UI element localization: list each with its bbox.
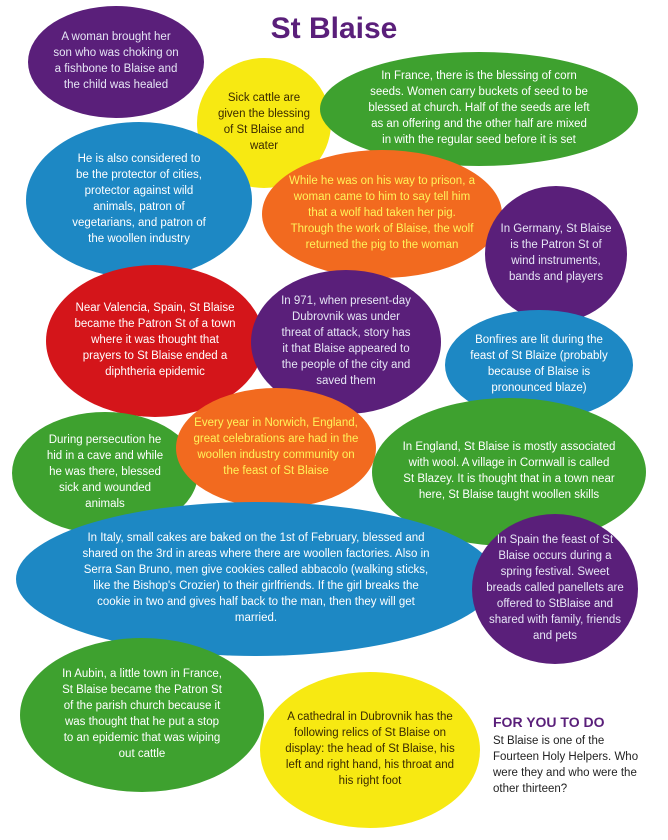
bubble-italy-cakes <box>16 502 496 656</box>
bubble-text: In Germany, St Blaise is the Patron St of wind instruments, bands and players <box>500 223 612 283</box>
bubble-text: Every year in Norwich, England, great celebrations are had in the woollen industry community on the feast of St Blaise <box>193 417 359 477</box>
bubble-text: In Italy, small cakes are baked on the 1st of February, blessed and shared on the 3rd in areas where there are woollen factories. Also in Serra San Bruno, men give cookies called abbacolo (walking sticks, like the Bishop's Crozier) to their girlfriends. If the girl breaks the cookie in two and gives half back to the man, then they will get married. <box>82 532 430 624</box>
bubble-text: In Aubin, a little town in France, St Blaise became the Patron St of the parish church because it was thought that he put a stop to an epidemic that was wiping out cattle <box>62 668 222 760</box>
bubble-protector <box>26 122 252 278</box>
bubble-spain-feast <box>472 514 638 664</box>
bubble-text: During persecution he hid in a cave and while he was there, blessed sick and wounded animals <box>46 434 164 510</box>
todo-box <box>493 714 643 797</box>
bubble-wolf-pig <box>262 150 502 278</box>
bubble-text: In England, St Blaise is mostly associated with wool. A village in Cornwall is called St Blazey. It is thought that in a town near here, St Blaise taught woollen skills <box>402 441 616 501</box>
todo-heading: FOR YOU TO DO <box>493 714 605 730</box>
todo-text: St Blaise is one of the Fourteen Holy Helpers. Who were they and who were the other thirteen? <box>493 735 639 795</box>
bubble-text: While he was on his way to prison, a woman came to him to say tell him that a wolf had taken her pig. Through the work of Blaise, the wolf returned the pig to the woman <box>288 175 475 251</box>
bubble-text: In France, there is the blessing of corn seeds. Women carry buckets of seed to be blessed at church. Half of the seeds are left as an offering and the other half are mixed in with the regular seed before it is set <box>368 70 590 146</box>
bubble-norwich <box>176 388 376 508</box>
bubble-text: In Spain the feast of St Blaise occurs during a spring festival. Sweet breads called panellets are offered to StBlaise and shared with family, friends and pets <box>486 534 624 642</box>
bubble-france-corn <box>320 52 638 166</box>
page-title: St Blaise <box>270 12 398 45</box>
bubble-text: He is also considered to be the protector of cities, protector against wild animals, patron of vegetarians, and patron of the woollen industry <box>72 153 206 245</box>
bubble-relics <box>260 672 480 828</box>
bubble-germany <box>485 186 627 322</box>
bubble-text: Sick cattle are given the blessing of St Blaise and water <box>217 92 311 152</box>
bubble-fishbone <box>28 6 204 118</box>
bubble-text: A cathedral in Dubrovnik has the following relics of St Blaise on display: the head of St Blaise, his left and right hand, his throat and his right foot <box>285 711 455 787</box>
bubble-text: A woman brought her son who was choking on a fishbone to Blaise and the child was healed <box>53 31 179 91</box>
bubble-text: Bonfires are lit during the feast of St Blaize (probably because of Blaise is pronounced blaze) <box>470 334 608 394</box>
bubble-aubin <box>20 638 264 792</box>
bubble-text: Near Valencia, Spain, St Blaise became the Patron St of a town where it was thought that prayers to St Blaise ended a diphtheria epidemic <box>74 302 236 378</box>
bubble-text: In 971, when present-day Dubrovnik was under threat of attack, story has it that Blaise appeared to the people of the city and saved them <box>281 295 411 387</box>
